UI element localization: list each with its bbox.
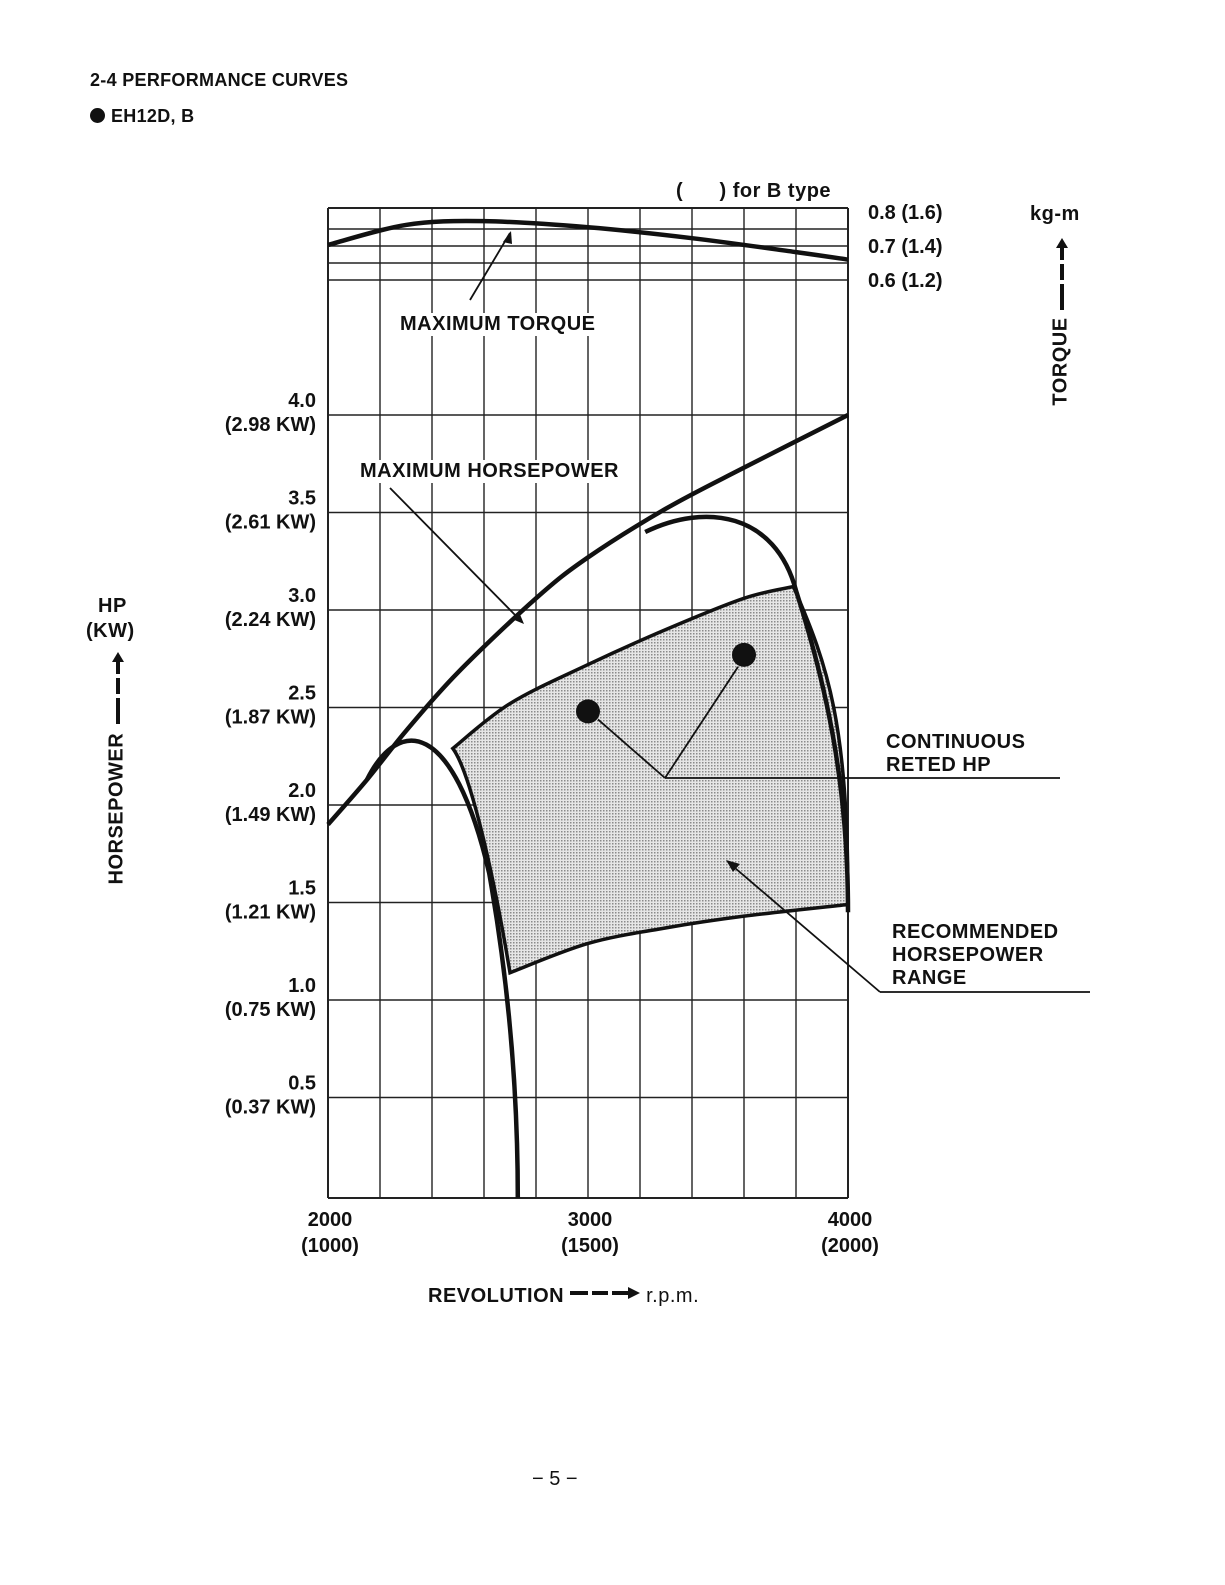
continuous-label-1: CONTINUOUS [886, 731, 1026, 753]
torque-leader-line [470, 233, 510, 300]
torque-axis-label: TORQUE [1049, 317, 1072, 406]
hp-unit-top: HP [98, 595, 127, 617]
hp-tick-label: 3.5 [288, 487, 316, 510]
hp-tick-alt-label: (1.21 KW) [224, 901, 316, 924]
hp-tick-label: 2.0 [288, 780, 316, 802]
x-tick-alt-label: (2000) [821, 1235, 879, 1257]
hp-tick-label: 2.5 [288, 682, 316, 705]
hp-tick-alt-label: (2.98 KW) [224, 414, 316, 436]
hp-tick-label: 1.5 [288, 877, 316, 900]
continuous-hp-point [576, 699, 600, 723]
continuous-label-2: RETED HP [886, 754, 992, 776]
recommended-label-1: RECOMMENDED [892, 921, 1059, 943]
arrowhead-icon [503, 231, 512, 244]
recommended-label-3: RANGE [892, 967, 967, 989]
hp-axis-label: HORSEPOWER [105, 732, 128, 885]
model-label: EH12D, B [111, 106, 195, 126]
x-tick-alt-label: (1000) [301, 1235, 359, 1257]
hp-tick-alt-label: (0.75 KW) [224, 999, 316, 1021]
x-tick-alt-label: (1500) [561, 1235, 619, 1257]
x-axis-label: REVOLUTION [428, 1285, 565, 1307]
torque-unit: kg-m [1030, 203, 1080, 225]
hp-tick-label: 0.5 [288, 1072, 316, 1095]
b-type-note: ( ) for B type [676, 180, 832, 202]
x-tick-label: 2000 [307, 1209, 353, 1231]
recommended-label-2: HORSEPOWER [892, 944, 1044, 966]
hp-tick-label: 3.0 [288, 585, 316, 607]
hp-tick-label: 1.0 [288, 975, 316, 997]
x-tick-label: 4000 [827, 1209, 873, 1231]
hp-tick-alt-label: (1.87 KW) [224, 706, 316, 729]
hp-tick-alt-label: (1.49 KW) [224, 804, 316, 826]
section-title: 2-4 PERFORMANCE CURVES [90, 70, 349, 90]
torque-tick-label: 0.7 (1.4) [868, 236, 943, 258]
page-number: − 5 − [532, 1468, 578, 1490]
continuous-hp-point [732, 643, 756, 667]
max-torque-label: MAXIMUM TORQUE [400, 313, 596, 335]
hp-tick-alt-label: (2.24 KW) [224, 609, 316, 631]
hp-tick-alt-label: (2.61 KW) [224, 511, 316, 534]
hp-tick-alt-label: (0.37 KW) [224, 1096, 316, 1119]
hp-tick-label: 4.0 [288, 390, 316, 412]
x-tick-label: 3000 [567, 1209, 613, 1231]
torque-tick-label: 0.6 (1.2) [868, 270, 943, 292]
x-arrow-icon [570, 1282, 640, 1305]
x-axis-unit: r.p.m. [646, 1285, 700, 1307]
torque-tick-label: 0.8 (1.6) [868, 202, 943, 224]
hp-unit-bottom: (KW) [86, 620, 135, 642]
max-hp-label: MAXIMUM HORSEPOWER [360, 460, 619, 482]
hp-leader-line [390, 488, 522, 622]
x-axis-title [428, 1282, 699, 1308]
